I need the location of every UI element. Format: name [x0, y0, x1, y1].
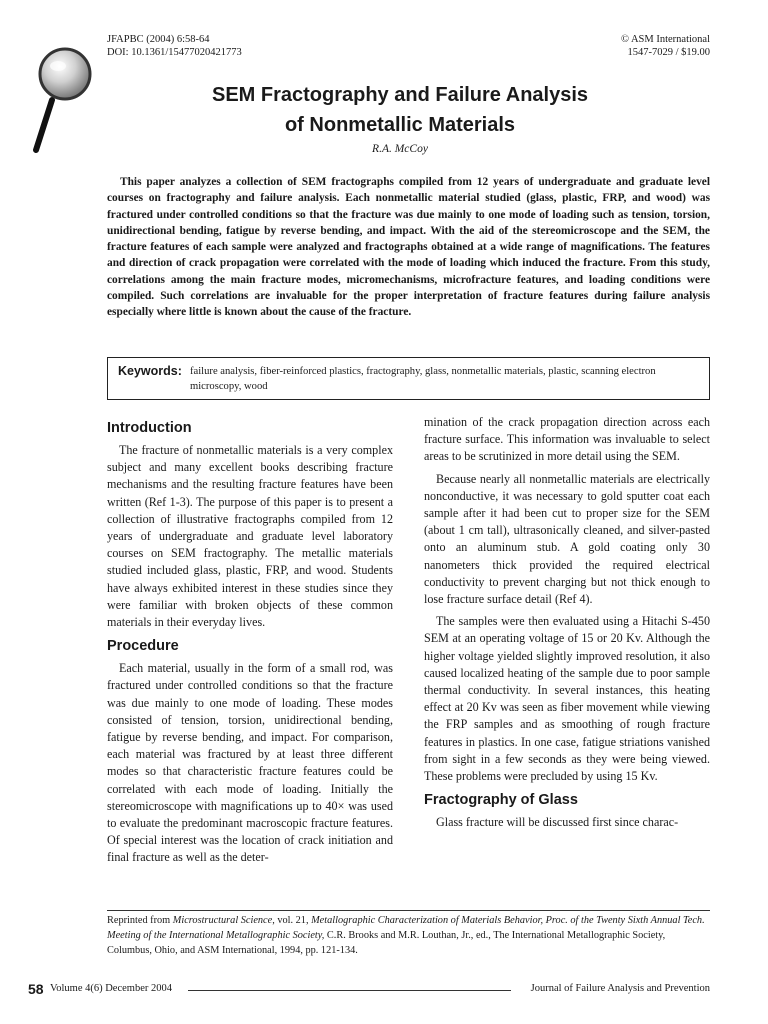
title-line-2: of Nonmetallic Materials	[284, 114, 516, 136]
paper-title	[150, 80, 650, 140]
footnote-volume: , vol. 21,	[272, 915, 312, 926]
sem-paragraph: The samples were then evaluated using a Hitachi S-450 SEM at an operating voltage of 15 or 20 Kv. Although the higher voltage yielded slightly improved resolution, it also caused localized heating of the sample due to poor sample thermal conductivity. In several instances, this heating effect at 20 Kv was seen as fiber movement while viewing the FRP samples and as smoothing of rough fracture features in plastics. In one case, fatigue striations vanished from sight in a few seconds as they were being viewed. These problems were precluded by using 15 Kv.	[424, 614, 710, 784]
footnote-rest: C.R. Brooks and M.R. Louthan, Jr., ed., The International Metallographic Society, Columbus, Ohio, and ASM International, 1994, pp. 121-134.	[107, 930, 666, 956]
page-number: 58	[28, 981, 44, 997]
section-heading-glass: Fractography of Glass	[424, 792, 578, 809]
author: R.A. McCoy	[372, 143, 428, 155]
abstract: This paper analyzes a collection of SEM fractographs compiled from 12 years of undergraduate and graduate level courses on fractography and failure analysis. Each nonmetallic material studied (glass, plastic, FRP, and wood) was fractured under controlled conditions so that the fracture was due mainly to one mode of loading such as tension, torsion, unidirectional bending, fatigue by reverse bending, and impact. With the aid of the stereomicroscope and the SEM, the fracture features of each sample were analyzed and fractographs obtained at a wide range of magnifications. The features and direction of crack propagation were correlated with the mode of loading which induced the fracture. From this study, correlations among the main fracture modes, micromechanisms, microfracture features, and loading conditions were compiled. Such correlations are invaluable for the proper interpretation of fracture features during failure analysis especially where little is known about the cause of the fracture.	[107, 176, 710, 319]
section-heading-procedure: Procedure	[107, 638, 179, 655]
copyright: © ASM International	[620, 34, 710, 45]
footer-volume: Volume 4(6) December 2004	[50, 983, 172, 994]
introduction-paragraph: The fracture of nonmetallic materials is a very complex subject and many excellent books describing fracture mechanisms and the resulting fracture features have been written (Ref 1-3). The purpose of this paper is to present a collection of illustrative fractographs compiled from 12 years of undergraduate and graduate level laboratory courses on SEM fractography. The metallic materials studied included glass, plastic, FRP, and wood. Students have always exhibited interest in these studies since they were familiar with broken objects of these common materials in their everyday lives.	[107, 443, 393, 630]
footer-rule	[188, 990, 511, 991]
footnote-prefix: Reprinted from	[107, 915, 173, 926]
title-line-1: SEM Fractography and Failure Analysis	[211, 84, 589, 106]
left-column	[107, 414, 393, 872]
footnote-rule	[107, 910, 710, 911]
right-column	[424, 414, 710, 836]
glass-paragraph: Glass fracture will be discussed first since charac-	[436, 815, 679, 830]
footer-journal: Journal of Failure Analysis and Prevention	[530, 983, 710, 994]
magnifying-glass-icon	[28, 44, 98, 156]
journal-code: JFAPBC (2004) 6:58-64	[107, 34, 210, 45]
issn-price: 1547-7029 / $19.00	[627, 47, 710, 58]
coating-paragraph: Because nearly all nonmetallic materials are electrically nonconductive, it was necessary to gold sputter coat each sample after it had been cut to proper size for the SEM (about 1 cm tall), ultrasonically cleaned, and silver-pasted onto an aluminum stub. A gold coating only 30 nanometers thick provided the required electrical conductivity to prevent charging but not thick enough to lose fracture surface detail (Ref 4).	[424, 471, 710, 607]
footnote-proceedings: Metallographic Characterization of Materials Behavior, Proc. of the Twenty Sixth Annual Tech. Meeting of the International Metallographic Society,	[107, 915, 705, 941]
keywords-box	[107, 357, 710, 400]
header-copyright	[621, 33, 710, 59]
section-heading-introduction: Introduction	[107, 420, 192, 436]
reprint-footnote	[107, 913, 710, 958]
keywords-label: Keywords:	[118, 364, 182, 378]
footnote-source: Microstructural Science	[172, 915, 273, 926]
header-citation	[107, 33, 242, 59]
procedure-paragraph: Each material, usually in the form of a small rod, was fractured under controlled conditions so that the fracture was due mainly to one mode of loading. These modes consisted of tension, torsion, unidirectional bending, fatigue by reverse bending, and impact. For comparison, each material was fractured by at least three different modes so that characteristic fracture features could be correlated with each mode of loading. Initially the stereomicroscope with magnifications up to 40× was used to evaluate the predominant macroscopic fracture features. Of special interest was the location of crack initiation and final fracture as well as the deter-	[107, 661, 393, 865]
doi: DOI: 10.1361/15477020421773	[107, 47, 242, 58]
procedure-paragraph-continued: mination of the crack propagation direction across each fracture surface. This information was invaluable to select areas to be scrutinized in more detail using the SEM.	[424, 415, 710, 464]
keywords-text: failure analysis, fiber-reinforced plastics, fractography, glass, nonmetallic materials, plastic, scanning electron microscopy, wood	[190, 366, 656, 392]
